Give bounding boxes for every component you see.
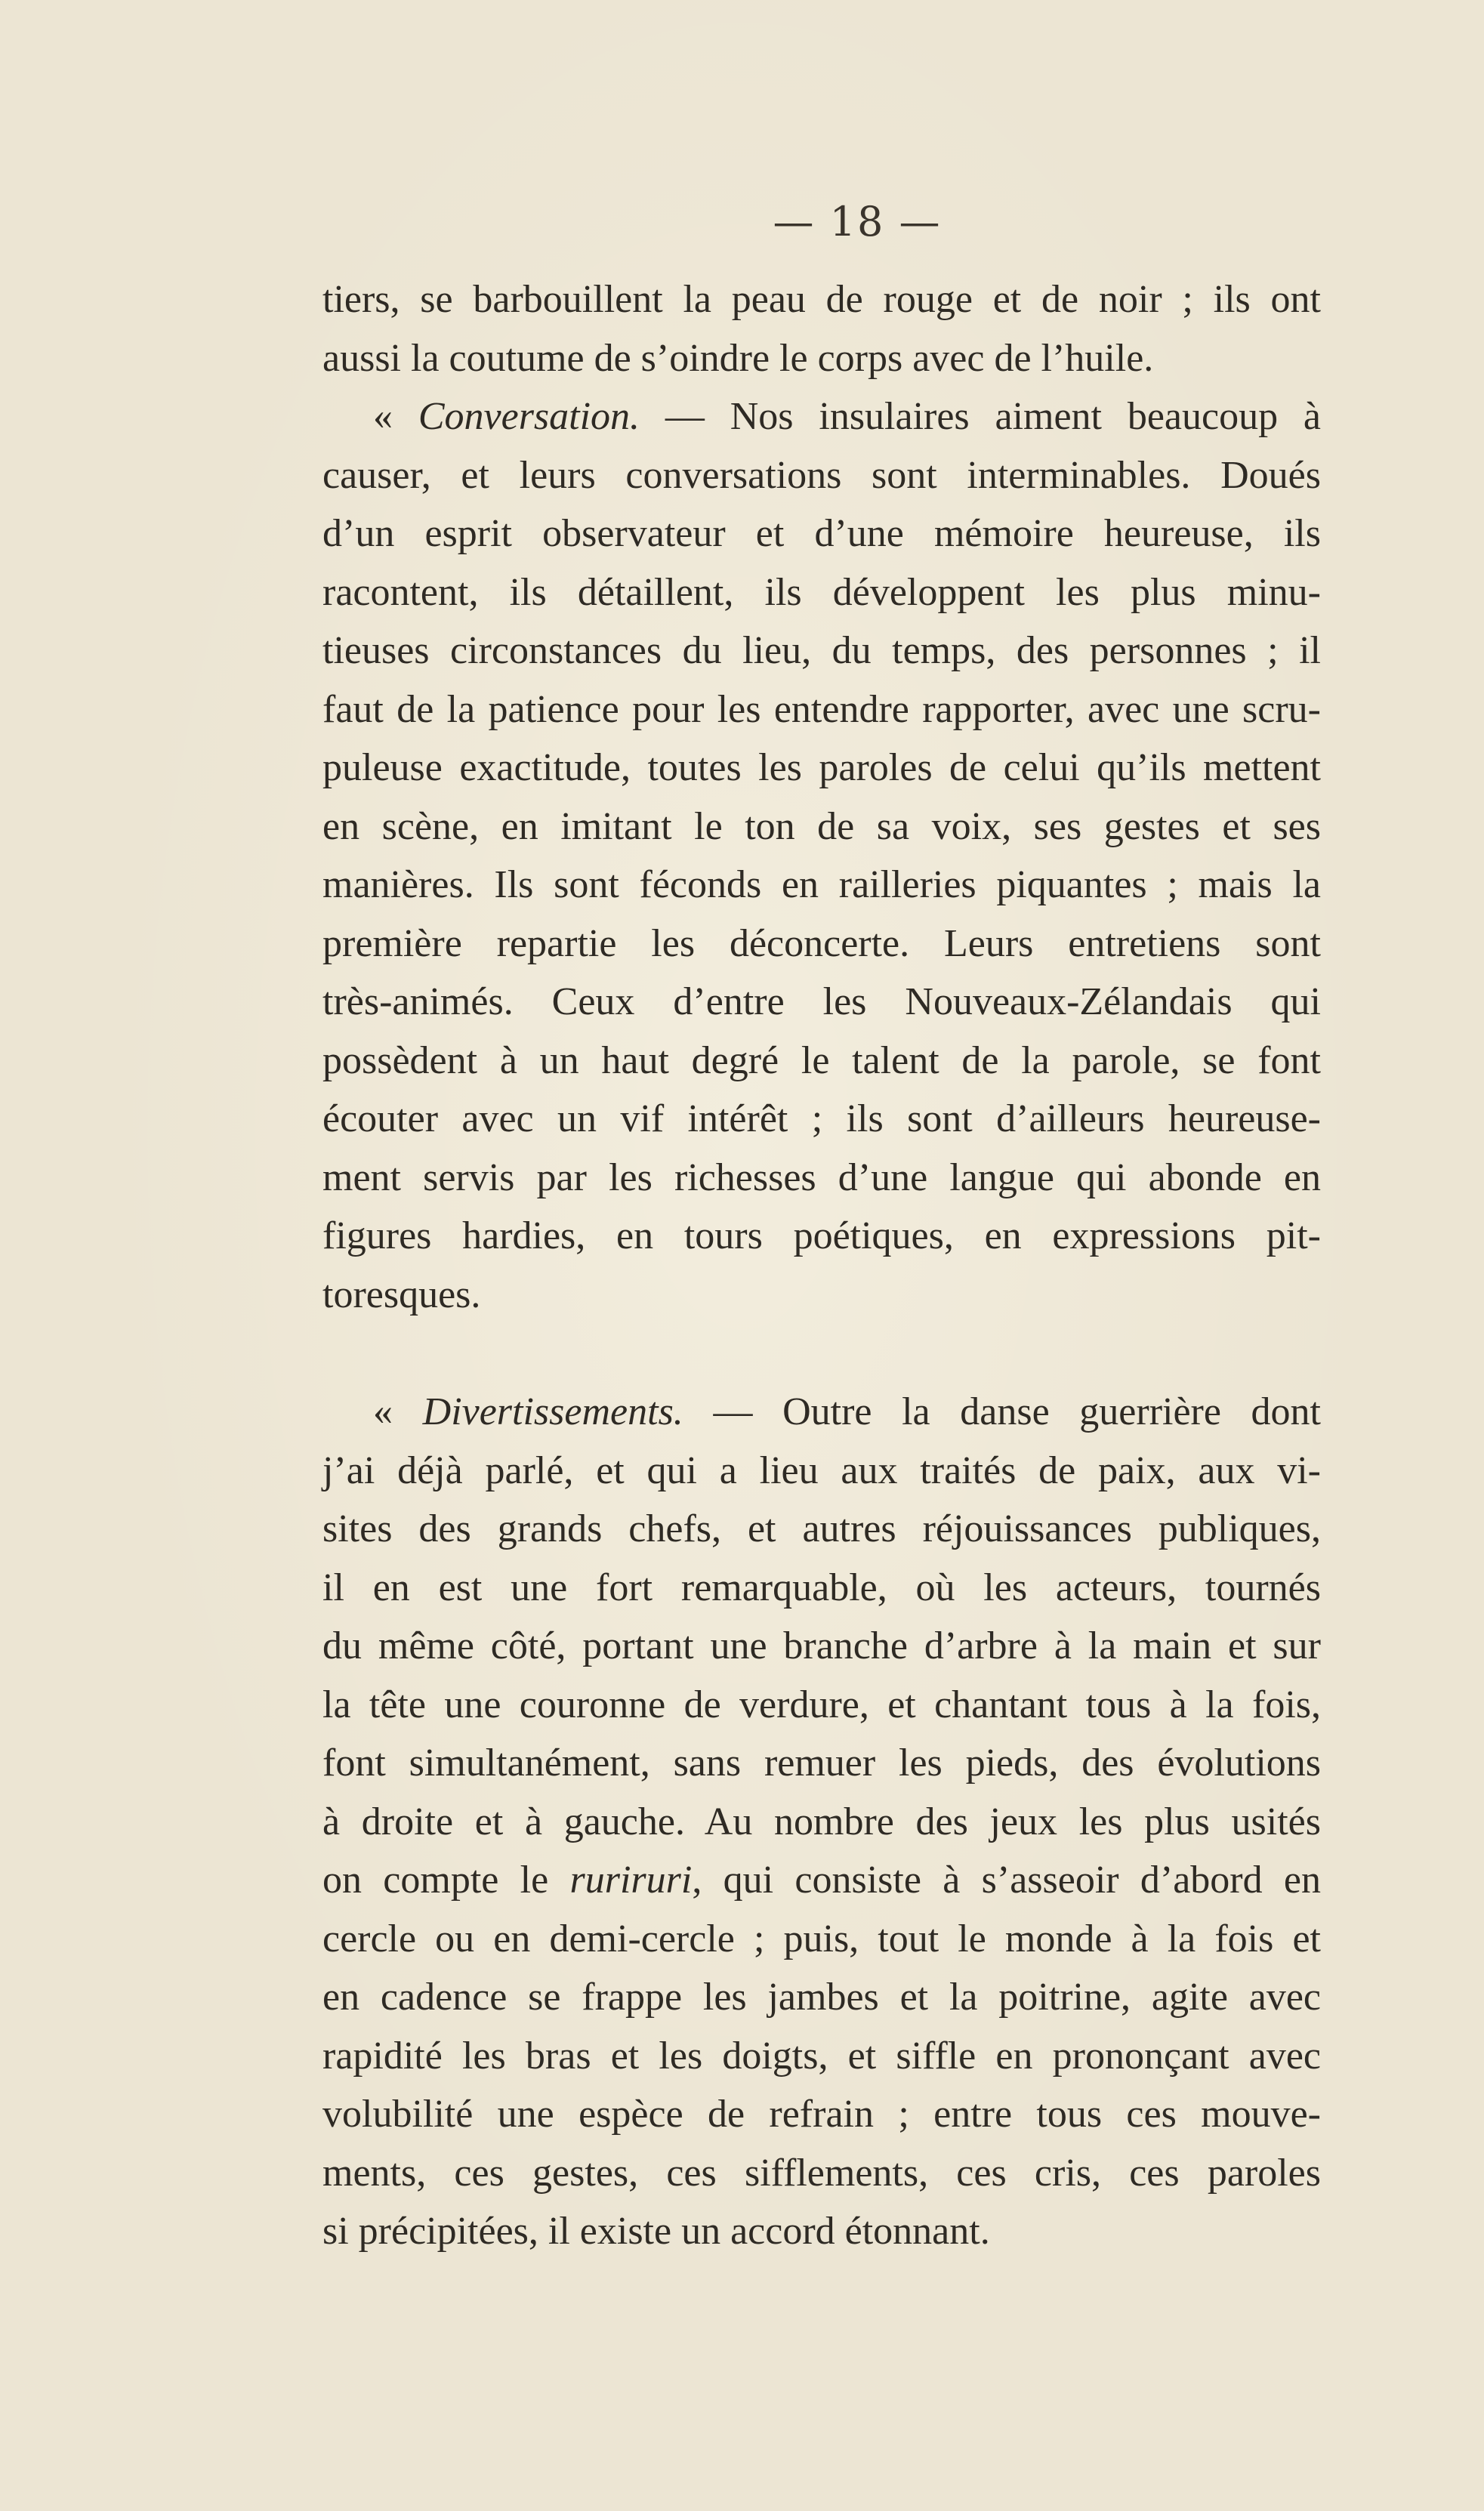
text-line: causer, et leurs conversations sont interminables. Doués bbox=[322, 453, 1321, 497]
text-line: racontent, ils détaillent, ils développent les plus minu- bbox=[322, 570, 1321, 614]
text-line bbox=[322, 387, 1321, 446]
text-line: j’ai déjà parlé, et qui a lieu aux traités de paix, aux vi- bbox=[322, 1448, 1321, 1492]
text-fragment: , qui consiste à s’asseoir d’abord en bbox=[692, 1859, 1321, 1902]
text-line: possèdent à un haut degré le talent de la parole, se font bbox=[322, 1038, 1321, 1082]
text-line: rapidité les bras et les doigts, et siffle en prononçant avec bbox=[322, 2034, 1321, 2078]
text-line: première repartie les déconcerte. Leurs entretiens sont bbox=[322, 921, 1321, 965]
text-line: faut de la patience pour les entendre rapporter, avec une scru- bbox=[322, 687, 1321, 731]
text-line: si précipitées, il existe un accord étonnant. bbox=[322, 2210, 990, 2253]
paragraph-conversation bbox=[322, 387, 1321, 1324]
text-line: ments, ces gestes, ces sifflements, ces cris, ces paroles bbox=[322, 2151, 1321, 2195]
body-text bbox=[322, 270, 1321, 2261]
text-line: écouter avec un vif intérêt ; ils sont d’ailleurs heureuse- bbox=[322, 1097, 1321, 1140]
text-line: manières. Ils sont féconds en railleries piquantes ; mais la bbox=[322, 863, 1321, 906]
text-line: d’un esprit observateur et d’une mémoire heureuse, ils bbox=[322, 512, 1321, 555]
paragraph-divertissements bbox=[322, 1383, 1321, 2261]
text-line bbox=[322, 1383, 1321, 1442]
text-line: à droite et à gauche. Au nombre des jeux les plus usités bbox=[322, 1800, 1321, 1843]
text-line: la tête une couronne de verdure, et chantant tous à la fois, bbox=[322, 1683, 1321, 1726]
text-line: du même côté, portant une branche d’arbre à la main et sur bbox=[322, 1624, 1321, 1667]
text-line: aussi la coutume de s’oindre le corps avec de l’huile. bbox=[322, 336, 1154, 380]
text-line: cercle ou en demi-cercle ; puis, tout le monde à la fois et bbox=[322, 1917, 1321, 1960]
quote-mark: « bbox=[373, 1390, 423, 1433]
text-line: très-animés. Ceux d’entre les Nouveaux-Zélandais qui bbox=[322, 980, 1321, 1023]
text-line bbox=[322, 1851, 1321, 1910]
text-line: ment servis par les richesses d’une langue qui abonde en bbox=[322, 1155, 1321, 1199]
page-number: — 18 — bbox=[773, 198, 942, 245]
italic-term-ruriruri: ruriruri bbox=[569, 1859, 693, 1902]
text-line: il en est une fort remarquable, où les acteurs, tournés bbox=[322, 1566, 1321, 1609]
text-fragment: — Outre la danse guerrière dont bbox=[683, 1390, 1322, 1433]
section-heading-divertissements: Divertissements. bbox=[422, 1390, 683, 1433]
text-line: volubilité une espèce de refrain ; entre tous ces mouve- bbox=[322, 2093, 1321, 2136]
text-line: tieuses circonstances du lieu, du temps, des personnes ; il bbox=[322, 629, 1321, 672]
text-line: font simultanément, sans remuer les pieds, des évolutions bbox=[322, 1741, 1321, 1785]
paragraph-gap bbox=[322, 1324, 1321, 1383]
text-line: toresques. bbox=[322, 1272, 481, 1316]
text-fragment: on compte le bbox=[322, 1859, 570, 1902]
text-line: en scène, en imitant le ton de sa voix, ses gestes et ses bbox=[322, 804, 1321, 848]
text-line: figures hardies, en tours poétiques, en expressions pit- bbox=[322, 1214, 1321, 1257]
text-line: puleuse exactitude, toutes les paroles de celui qu’ils mettent bbox=[322, 746, 1321, 789]
text-fragment: — Nos insulaires aiment beaucoup à bbox=[640, 395, 1322, 438]
text-line: sites des grands chefs, et autres réjouissances publiques, bbox=[322, 1507, 1321, 1550]
section-heading-conversation: Conversation. bbox=[418, 395, 640, 438]
text-line: tiers, se barbouillent la peau de rouge et de noir ; ils ont bbox=[322, 278, 1321, 321]
quote-mark: « bbox=[373, 395, 418, 438]
text-line: en cadence se frappe les jambes et la poitrine, agite avec bbox=[322, 1976, 1321, 2019]
paragraph-1 bbox=[322, 270, 1321, 387]
